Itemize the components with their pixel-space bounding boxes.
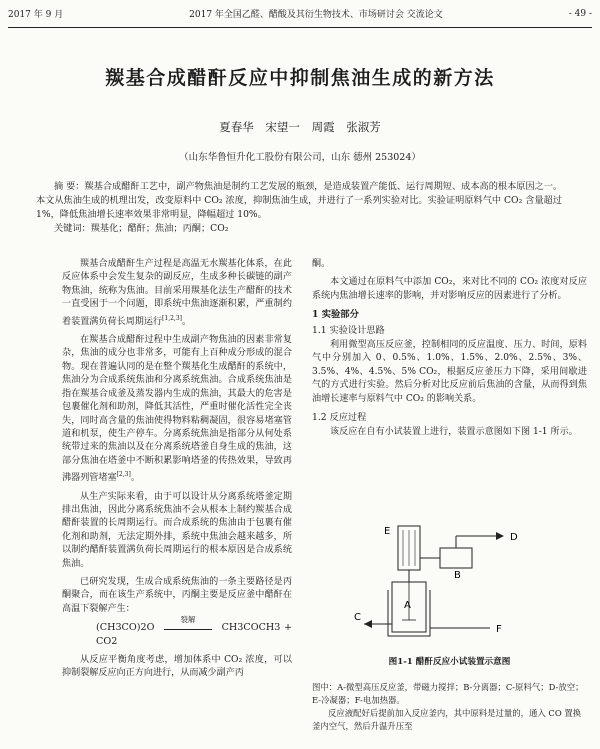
vent-line-d — [456, 532, 504, 548]
method-intro: 本文通过在原料气中添加 CO₂，来对比不同的 CO₂ 浓度对反应系统内焦油增长速率的影响，并对影响反应的因素进行了分析。 — [312, 277, 587, 301]
intro-paragraph-4: 已研究发现，生成合成系统焦油的一条主要路径是丙酮聚合，而在该生产系统中，丙酮主要是反应釜中醋酐在高温下裂解产生： — [62, 577, 292, 614]
affiliation: （山东华鲁恒升化工股份有限公司，山东 德州 253024） — [179, 152, 421, 163]
equation-condition: 裂解 — [180, 615, 196, 625]
label-e: E — [384, 526, 391, 537]
header-conference: 2017 年全国乙醛、醋酸及其衍生物技术、市场研讨会 交流论文 — [189, 10, 443, 20]
header-date: 2017 年 9 月 — [8, 10, 64, 20]
process-paragraph: 该反应在自有小试装置上进行，装置示意图如下图 1-1 所示。 — [330, 427, 578, 438]
subsection-heading-1-2: 1.2 反应过程 — [312, 412, 367, 424]
procedure-paragraph: 反应液配好后提前加入反应釜内，其中原料是过量的，通入 CO 置换釜内空气，然后升温升压至 — [312, 708, 582, 731]
design-paragraph: 利用微型高压反应釜，控制相同的反应温度、压力、时间，原料气中分别加入 0、0.5%、1.0%、1.5%、2.0%、2.5%、3%、3.5%、4%、4.5%、5% CO₂，根据反应釜压力下降，采用间歇进气的方式进行实验。然后分析对比反应前后焦油的含量，从而得到焦油增长速率与原料气中 CO₂ 的影响关系。 — [312, 340, 587, 404]
label-a: A — [404, 600, 411, 611]
equation-reactant: (CH3CO)2O — [96, 622, 155, 634]
citation-2: [2,3] — [116, 471, 131, 479]
figure-caption: 图1-1 醋酐反应小试装置示意图 — [388, 657, 511, 667]
intro-paragraph-1: 羰基合成醋酐生产过程是高温无水羰基化体系，在此反应体系中会发生复杂的副反应，生成多种长碳链的副产物焦油，统称为焦油。目前采用羰基化法生产醋酐的技术一直受困于一个问题，即系统中焦油逐渐积累，严重制约着装置满负荷长周期运行[1,2,3]。 — [62, 259, 292, 327]
separator-b — [420, 548, 472, 568]
abstract — [36, 180, 564, 236]
left-column — [62, 258, 292, 686]
keywords: 关键词：羰基化；醋酐；焦油；丙酮；CO₂ — [54, 223, 229, 234]
intro-paragraph-5: 从反应平衡角度考虑，增加体系中 CO₂ 浓度，可以抑制裂解反应向正方向进行，从而减少副产丙 — [62, 655, 292, 679]
condenser-e — [398, 526, 420, 570]
label-f: F — [496, 624, 502, 635]
subsection-heading-1-1: 1.1 实验设计思路 — [312, 324, 385, 336]
intro-paragraph-2: 在羰基合成醋酐过程中生成副产物焦油的因素非常复杂，焦油的成分也非常多，可能有上百种成分形成的混合物。现在普遍认同的是在整个羰基化生成醋酐的系统中，焦油分为合成系统焦油和分离系统焦油。合成系统焦油是指在羰基合成釜及蒸发器内生成的焦油，其最大的危害是包裹催化剂和助剂，降低其活性，严重时催化活性完全丧失，同时高含量的焦油使得物料粘稠凝固，很容易堵塞管道和机泵，使生产停车。分离系统焦油是指部分从何处系统带过来的焦油以及在分离系统塔釜自身生成的焦油，这部分焦油在塔釜中不断积累影响塔釜的传热效果，导致再沸器列管堵塞[2,3]。 — [62, 335, 292, 484]
equation-arrow — [164, 615, 212, 630]
heater-f — [388, 590, 490, 636]
reaction-equation — [96, 615, 292, 648]
running-header — [8, 0, 592, 28]
equation-products: CH3COCH3 + CO2 — [96, 622, 292, 647]
right-column — [312, 258, 587, 445]
label-b: B — [454, 570, 461, 581]
label-c: C — [354, 612, 361, 623]
header-page-number: - 49 - — [568, 8, 592, 19]
figure-legend-text: 图中：A-微型高压反应釜，带磁力搅拌；B-分离器；C-原料气；D-放空；E-冷凝器；F-电加热器。 — [312, 682, 584, 705]
paper-title: 羰基合成醋酐反应中抑制焦油生成的新方法 — [105, 67, 495, 89]
figure-legend — [312, 681, 587, 733]
abstract-text: 摘 要：羰基合成醋酐工艺中，副产物焦油是制约工艺发展的瓶颈，是造成装置产能低、运行周期短、成本高的根本原因之一。本文从焦油生成的机理出发，改变原料中 CO₂ 浓度，抑制焦油生成，并进行了一系列实验对比。实验证明原料气中 CO₂ 含量超过 1%，降低焦油增长速率效果非常明显，降幅超过 10%。 — [36, 181, 563, 220]
citation-1: [1,2,3] — [162, 314, 182, 322]
authors: 夏春华 宋望一 周霞 张淑芳 — [219, 120, 381, 134]
apparatus-diagram — [350, 520, 560, 650]
continued-text: 酮。 — [312, 259, 331, 269]
section-heading-1: 1 实验部分 — [312, 309, 359, 321]
intro-paragraph-3: 从生产实际来看，由于可以设计从分离系统塔釜定期排出焦油，因此分离系统焦油不会从根本上制约羰基合成醋酐装置的长周期运行。而合成系统的焦油由于包裹有催化剂和助剂，无法定期外排，系统中焦油会越来越多，所以制约醋酐装置满负荷长周期运行的根本原因是合成系统焦油。 — [62, 491, 292, 569]
label-d: D — [510, 532, 518, 543]
